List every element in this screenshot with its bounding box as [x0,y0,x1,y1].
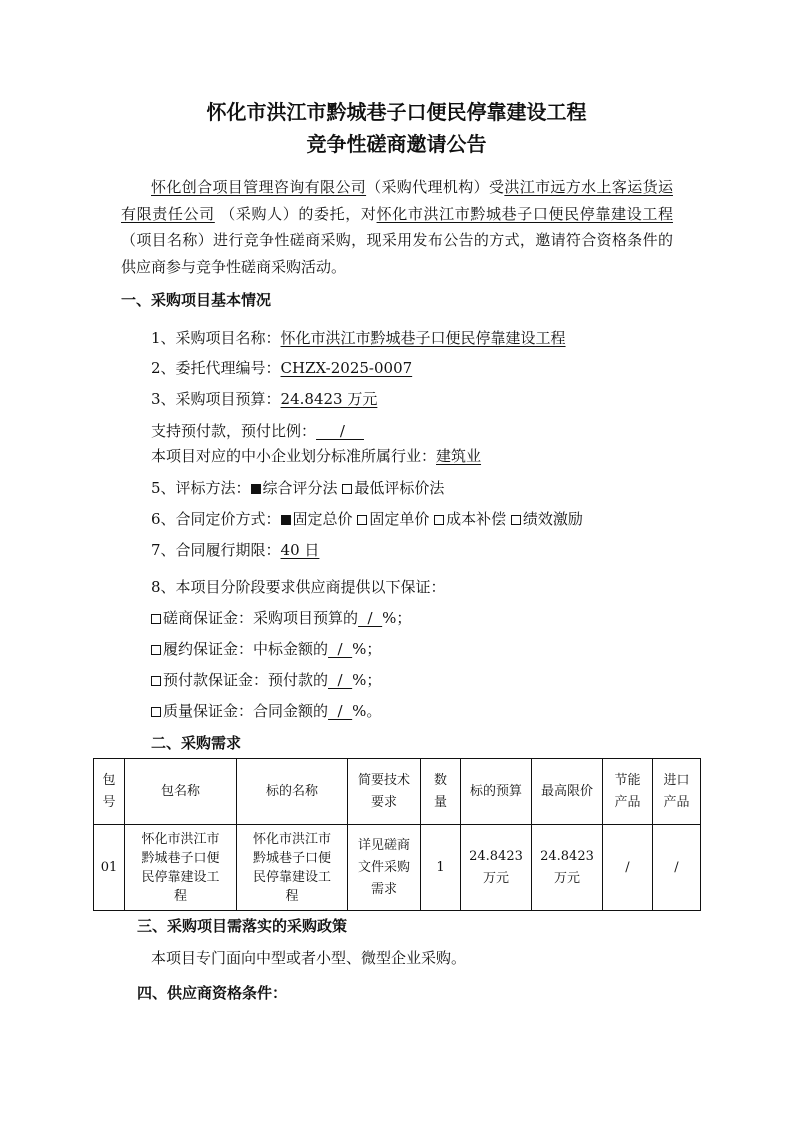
section3-text: 本项目专门面向中型或者小型、微型企业采购。 [151,949,467,967]
guarantee4-label: 质量保证金：合同金额的 [163,702,329,720]
checkbox-empty-icon [151,676,161,686]
item6-opt1: 固定总价 [292,510,358,528]
checkbox-empty-icon [342,484,352,494]
guarantee4-suffix: %。 [352,702,382,720]
industry-value: 建筑业 [436,447,482,465]
table-cell: 24.8423 万元 [532,825,603,911]
item2-value: CHZX-2025-0007 [280,359,413,377]
agent-role: （采购代理机构）受 [366,178,505,196]
guarantee4-value: / [328,702,353,720]
header-cell: 进口 产品 [653,759,701,825]
item2-label: 2、委托代理编号： [151,359,281,377]
header-cell: 简要技术 要求 [348,759,421,825]
table-row [94,825,701,911]
table-cell: 24.8423 万元 [461,825,532,911]
guarantee3-label: 预付款保证金：预付款的 [163,671,329,689]
item6-opt4: 绩效激励 [522,510,583,528]
intro-rest: （项目名称）进行竞争性磋商采购，现采用发布公告的方式，邀请符合资格条件的供应商参与竞争性磋商采购活动。 [121,231,673,276]
header-cell: 包名称 [125,759,237,825]
table-cell: / [653,825,701,911]
table-header-row [94,759,701,825]
item6-label: 6、合同定价方式： [151,510,281,528]
item5-opt1: 综合评分法 [262,479,343,497]
item7-label: 7、合同履行期限： [151,541,281,559]
header-cell: 最高限价 [532,759,603,825]
guarantee2-suffix: %； [352,640,382,658]
intro-paragraph [121,174,673,280]
header-cell: 标的名称 [237,759,348,825]
section2-heading: 二、采购需求 [151,734,242,752]
purchaser-name: 洪江市远方水上客运货运有限责任公司 [121,178,673,223]
purchaser-role: （采购人）的委托，对 [214,204,377,223]
header-cell: 数 量 [421,759,461,825]
agent-name: 怀化创合项目管理咨询有限公司 [151,178,367,196]
checkbox-checked-icon [281,515,291,525]
doc-title-line1: 怀化市洪江市黔城巷子口便民停靠建设工程 [206,100,587,124]
checkbox-empty-icon [151,707,161,717]
table-cell: 怀化市洪江市 黔城巷子口便 民停靠建设工 程 [125,825,237,911]
guarantee1-value: / [358,609,383,627]
table-cell: 详见磋商 文件采购 需求 [348,825,421,911]
requirements-table [93,758,701,911]
table-cell: 怀化市洪江市 黔城巷子口便 民停靠建设工 程 [237,825,348,911]
guarantee3-suffix: %； [352,671,382,689]
section4-heading: 四、供应商资格条件： [137,984,288,1002]
checkbox-empty-icon [151,645,161,655]
guarantee1 [151,608,411,628]
item7 [151,540,319,560]
checkbox-empty-icon [357,515,367,525]
prepay [151,421,364,441]
guarantee2-value: / [328,640,353,658]
project-name: 怀化市洪江市黔城巷子口便民停靠建设工程 [376,204,673,223]
checkbox-empty-icon [511,515,521,525]
guarantee3-value: / [328,671,353,689]
guarantee2 [151,639,381,659]
item1 [151,328,566,348]
item6 [151,509,583,529]
checkbox-empty-icon [151,614,161,624]
item5-opt2: 最低评标价法 [354,479,445,497]
prepay-value: / [316,422,364,440]
item3-value: 24.8423 万元 [280,390,378,408]
item1-label: 1、采购项目名称： [151,329,281,347]
guarantee4 [151,701,381,721]
checkbox-checked-icon [251,484,261,494]
table-cell: 01 [94,825,125,911]
guarantee2-label: 履约保证金：中标金额的 [163,640,329,658]
industry [151,446,481,466]
section3-heading: 三、采购项目需落实的采购政策 [137,917,348,935]
section1-heading: 一、采购项目基本情况 [121,291,272,309]
item3-label: 3、采购项目预算： [151,390,281,408]
item6-opt3: 成本补偿 [446,510,511,528]
item6-opt2: 固定单价 [369,510,435,528]
table-cell: / [603,825,653,911]
header-cell: 标的预算 [461,759,532,825]
header-cell: 节能 产品 [603,759,653,825]
checkbox-empty-icon [434,515,444,525]
item1-value: 怀化市洪江市黔城巷子口便民停靠建设工程 [280,329,566,347]
item8: 8、本项目分阶段要求供应商提供以下保证： [151,578,446,596]
guarantee1-suffix: %； [382,609,412,627]
item5-label: 5、评标方法： [151,479,251,497]
guarantee1-label: 磋商保证金：采购项目预算的 [163,609,359,627]
item5 [151,478,444,498]
table-cell: 1 [421,825,461,911]
item2 [151,358,412,378]
prepay-label: 支持预付款，预付比例： [151,422,317,440]
industry-label: 本项目对应的中小企业划分标准所属行业： [151,447,437,465]
item7-value: 40 日 [280,541,320,559]
header-cell: 包 号 [94,759,125,825]
doc-title-line2: 竞争性磋商邀请公告 [306,132,487,156]
guarantee3 [151,670,381,690]
item3 [151,389,377,409]
